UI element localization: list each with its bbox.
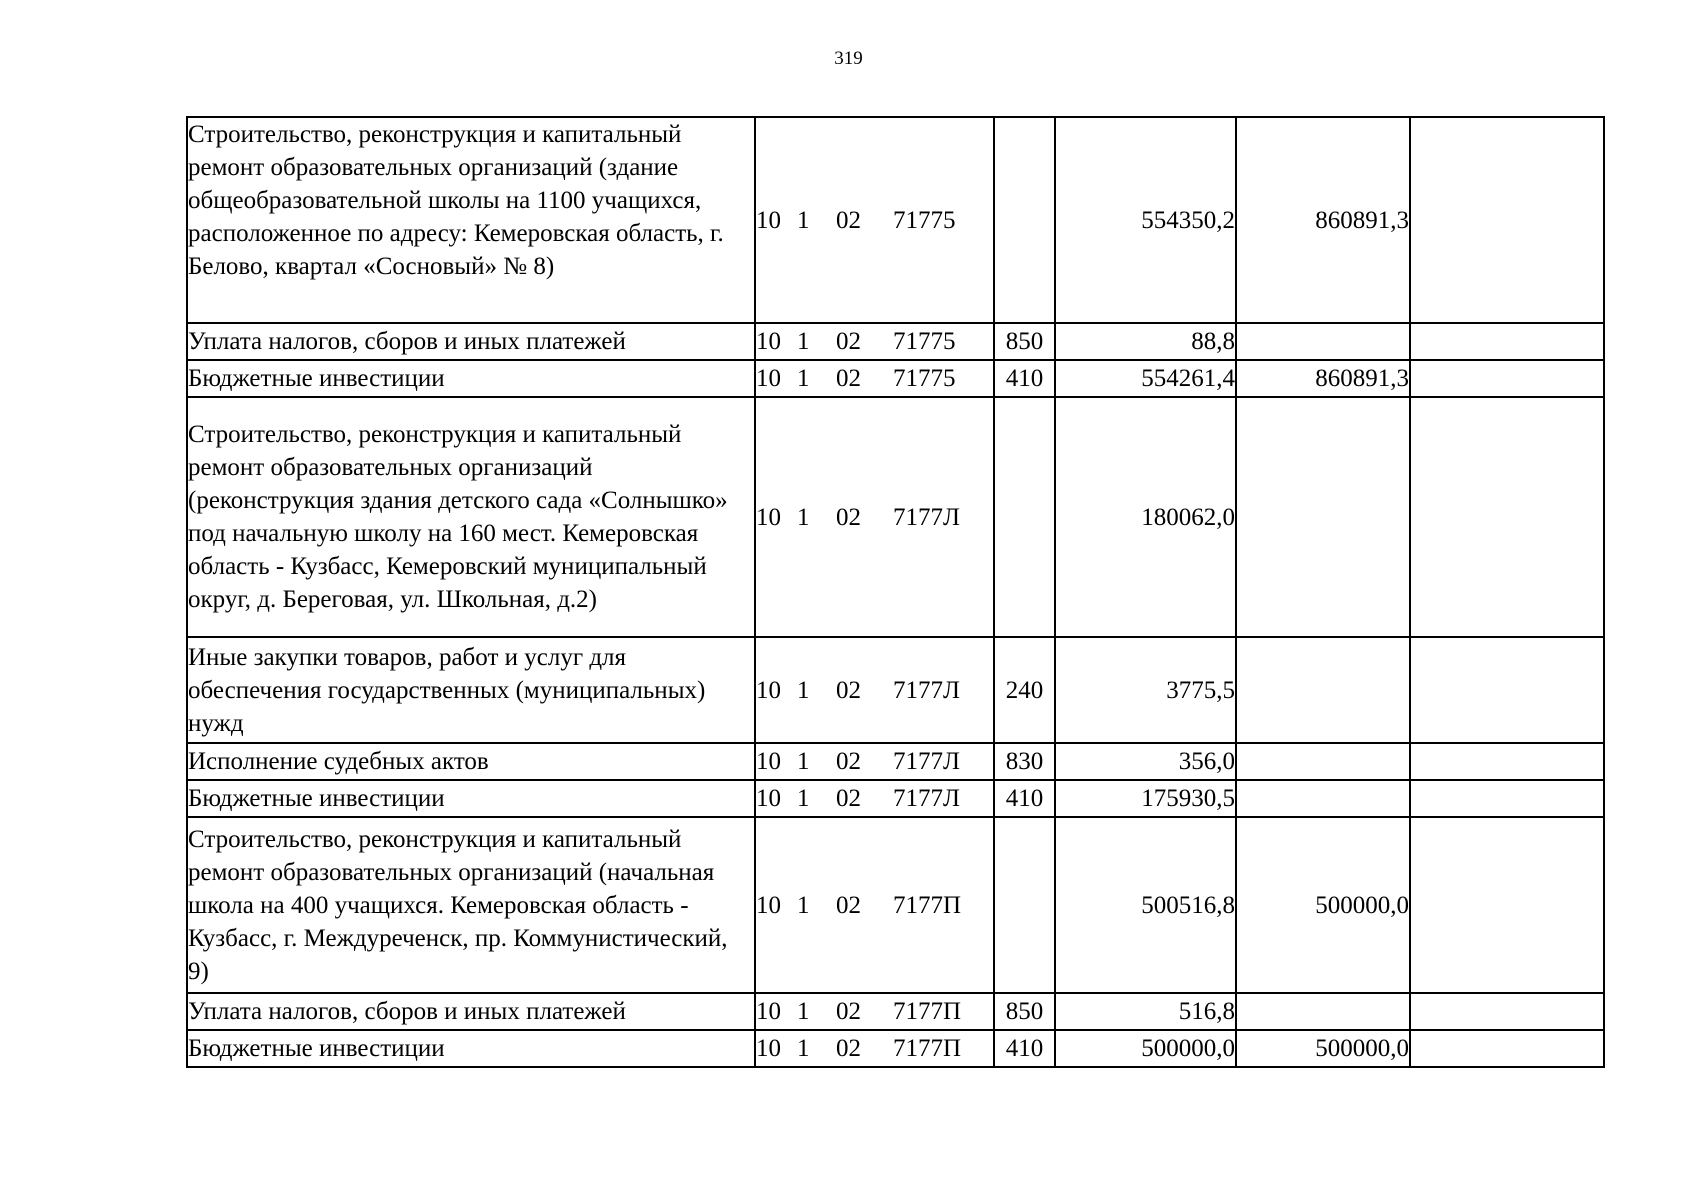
program-code: 1: [797, 365, 810, 392]
amount-1: 500000,0: [1055, 1030, 1236, 1067]
amount-1: 180062,0: [1055, 397, 1236, 637]
amount-1: 175930,5: [1055, 780, 1236, 817]
table-row: [187, 637, 1604, 743]
amount-3: [1410, 637, 1604, 743]
section-code: 10: [756, 785, 781, 812]
table-row: [187, 993, 1604, 1030]
row-classification-codes: [755, 397, 994, 637]
row-classification-codes: [755, 323, 994, 360]
expense-type-code: 240: [994, 637, 1055, 743]
amount-2: [1236, 743, 1410, 780]
amount-3: [1410, 323, 1604, 360]
row-classification-codes: [755, 993, 994, 1030]
amount-1: 516,8: [1055, 993, 1236, 1030]
section-code: 10: [756, 748, 781, 775]
amount-2: [1236, 397, 1410, 637]
item-code: 71775: [893, 365, 956, 392]
subprogram-code: 02: [836, 365, 861, 392]
table-row: [187, 780, 1604, 817]
amount-2: 500000,0: [1236, 1030, 1410, 1067]
subprogram-code: 02: [836, 998, 861, 1025]
page-number: 319: [834, 48, 863, 69]
item-code: 7177П: [893, 1035, 962, 1062]
budget-table: [186, 116, 1605, 1068]
program-code: 1: [797, 998, 810, 1025]
amount-3: [1410, 117, 1604, 323]
table-row: [187, 1030, 1604, 1067]
item-code: 7177Л: [893, 748, 960, 775]
amount-2: [1236, 780, 1410, 817]
expense-type-code: [994, 117, 1055, 323]
subprogram-code: 02: [836, 1035, 861, 1062]
amount-2: 860891,3: [1236, 360, 1410, 397]
row-classification-codes: [755, 743, 994, 780]
table-row: [187, 397, 1604, 637]
expense-type-code: [994, 817, 1055, 993]
program-code: 1: [797, 1035, 810, 1062]
amount-3: [1410, 360, 1604, 397]
row-classification-codes: [755, 817, 994, 993]
table-row: [187, 743, 1604, 780]
program-code: 1: [797, 748, 810, 775]
section-code: 10: [756, 328, 781, 355]
subprogram-code: 02: [836, 785, 861, 812]
expense-type-code: 410: [994, 360, 1055, 397]
amount-1: 356,0: [1055, 743, 1236, 780]
section-code: 10: [756, 206, 781, 234]
amount-2: 500000,0: [1236, 817, 1410, 993]
table-row: [187, 117, 1604, 323]
program-code: 1: [797, 891, 810, 919]
row-description: Иные закупки товаров, работ и услуг для обеспечения государственных (муниципальных) нужд: [187, 637, 755, 743]
row-classification-codes: [755, 1030, 994, 1067]
item-code: 7177П: [893, 891, 962, 919]
amount-3: [1410, 780, 1604, 817]
row-description: Строительство, реконструкция и капитальный ремонт образовательных организаций (реконструкция здания детского сада «Солнышко» под начальную школу на 160 мест. Кемеровская область - Кузбасс, Кемеровский муниципальный округ, д. Береговая, ул. Школьная, д.2): [187, 397, 755, 637]
row-classification-codes: [755, 360, 994, 397]
row-classification-codes: [755, 117, 994, 323]
item-code: 71775: [893, 328, 956, 355]
row-description: Уплата налогов, сборов и иных платежей: [187, 323, 755, 360]
table-row: [187, 360, 1604, 397]
row-description: Строительство, реконструкция и капитальный ремонт образовательных организаций (начальная школа на 400 учащихся. Кемеровская область - Кузбасс, г. Междуреченск, пр. Коммунистический, 9): [187, 817, 755, 993]
expense-type-code: 830: [994, 743, 1055, 780]
subprogram-code: 02: [836, 891, 861, 919]
amount-3: [1410, 743, 1604, 780]
item-code: 7177Л: [893, 785, 960, 812]
amount-3: [1410, 993, 1604, 1030]
amount-1: 554261,4: [1055, 360, 1236, 397]
subprogram-code: 02: [836, 206, 861, 234]
section-code: 10: [756, 891, 781, 919]
row-description: Бюджетные инвестиции: [187, 1030, 755, 1067]
expense-type-code: [994, 397, 1055, 637]
amount-2: [1236, 637, 1410, 743]
expense-type-code: 850: [994, 993, 1055, 1030]
item-code: 7177Л: [893, 503, 960, 531]
row-description: Бюджетные инвестиции: [187, 780, 755, 817]
amount-3: [1410, 397, 1604, 637]
row-description: Уплата налогов, сборов и иных платежей: [187, 993, 755, 1030]
amount-1: 3775,5: [1055, 637, 1236, 743]
table-row: [187, 817, 1604, 993]
amount-1: 500516,8: [1055, 817, 1236, 993]
amount-2: 860891,3: [1236, 117, 1410, 323]
subprogram-code: 02: [836, 676, 861, 704]
subprogram-code: 02: [836, 328, 861, 355]
amount-3: [1410, 817, 1604, 993]
item-code: 71775: [893, 206, 956, 234]
table-row: [187, 323, 1604, 360]
section-code: 10: [756, 503, 781, 531]
expense-type-code: 410: [994, 780, 1055, 817]
row-description: Строительство, реконструкция и капитальный ремонт образовательных организаций (здание общеобразовательной школы на 1100 учащихся, расположенное по адресу: Кемеровская область, г. Белово, квартал «Сосновый» № 8): [187, 117, 755, 323]
program-code: 1: [797, 785, 810, 812]
item-code: 7177Л: [893, 676, 960, 704]
row-description: Исполнение судебных актов: [187, 743, 755, 780]
amount-3: [1410, 1030, 1604, 1067]
item-code: 7177П: [893, 998, 962, 1025]
section-code: 10: [756, 365, 781, 392]
row-classification-codes: [755, 780, 994, 817]
program-code: 1: [797, 328, 810, 355]
program-code: 1: [797, 676, 810, 704]
row-description: Бюджетные инвестиции: [187, 360, 755, 397]
section-code: 10: [756, 998, 781, 1025]
row-classification-codes: [755, 637, 994, 743]
amount-1: 88,8: [1055, 323, 1236, 360]
subprogram-code: 02: [836, 748, 861, 775]
program-code: 1: [797, 503, 810, 531]
amount-1: 554350,2: [1055, 117, 1236, 323]
expense-type-code: 850: [994, 323, 1055, 360]
program-code: 1: [797, 206, 810, 234]
expense-type-code: 410: [994, 1030, 1055, 1067]
subprogram-code: 02: [836, 503, 861, 531]
section-code: 10: [756, 676, 781, 704]
amount-2: [1236, 993, 1410, 1030]
section-code: 10: [756, 1035, 781, 1062]
amount-2: [1236, 323, 1410, 360]
